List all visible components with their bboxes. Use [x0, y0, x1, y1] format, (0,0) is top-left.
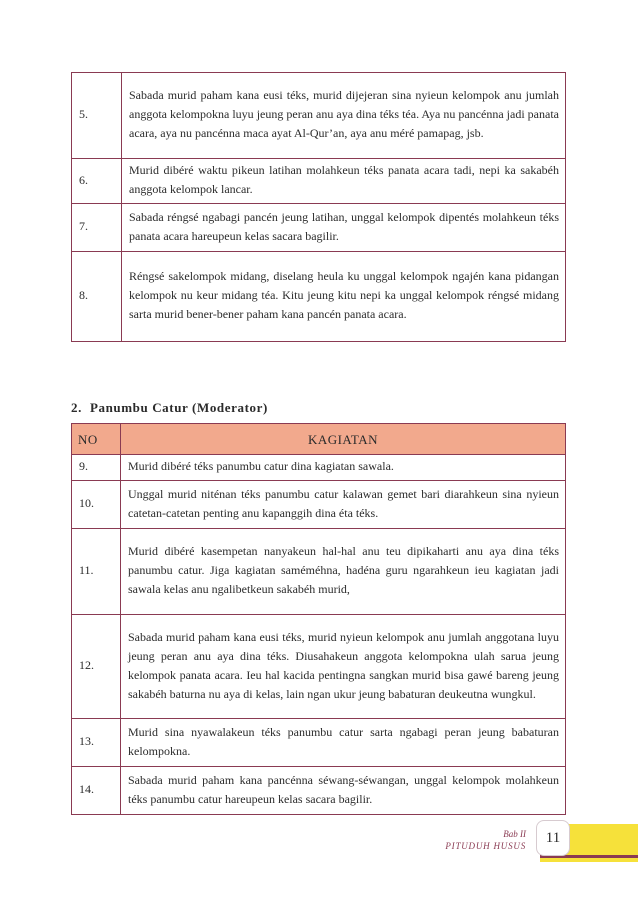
row-activity: Murid dibéré kasempetan nanyakeun hal-hal anu teu dipikaharti anu aya dina téks panumbu catur. Jiga kagiatan saméméhna, hadéna guru ngarahkeun ieu kagiatan jadi sawala kelas anu ngalibetkeun sakabéh murid, — [121, 529, 566, 615]
row-activity: Murid sina nyawalakeun téks panumbu catur sarta ngabagi peran jeung babaturan kelompokna. — [121, 719, 566, 767]
header-no: NO — [72, 424, 121, 455]
row-number: 9. — [72, 455, 121, 481]
row-activity: Sabada réngsé ngabagi pancén jeung latihan, unggal kelompok dipentés molahkeun téks panata acara hareupeun kelas sacara bagilir. — [122, 204, 566, 252]
table-row — [72, 481, 566, 529]
row-number: 7. — [72, 204, 122, 252]
row-number: 14. — [72, 767, 121, 815]
table-row — [72, 159, 566, 204]
chapter-label: Bab II — [503, 829, 526, 839]
row-activity: Sabada murid paham kana eusi téks, murid nyieun kelompok anu jumlah anggotana luyu jeung peran anu aya dina téks. Diusahakeun anggota kelompokna ulah sarua jeung kelompok panata acara. Ieu hal kacida pentingna sangkan murid bisa gawé bareng jeung sakabéh baturna nu aya di kelas, lain ngan ukur jeung babaturan deukeutna wungkul. — [121, 615, 566, 719]
row-number: 11. — [72, 529, 121, 615]
row-number: 8. — [72, 252, 122, 342]
activity-table-continued — [71, 72, 566, 342]
section-heading — [71, 400, 268, 416]
table-row — [72, 615, 566, 719]
table-header-row — [72, 424, 566, 455]
section-number: 2. — [71, 400, 82, 415]
table-row — [72, 767, 566, 815]
section-title: Panumbu Catur (Moderator) — [89, 400, 268, 415]
table-row — [72, 252, 566, 342]
row-activity: Murid dibéré waktu pikeun latihan molahkeun téks panata acara tadi, nepi ka sakabéh anggota kelompok lancar. — [122, 159, 566, 204]
table-row — [72, 204, 566, 252]
row-number: 6. — [72, 159, 122, 204]
table-row — [72, 719, 566, 767]
row-number: 5. — [72, 73, 122, 159]
row-number: 12. — [72, 615, 121, 719]
page-number: 11 — [536, 820, 570, 856]
chapter-subtitle: PITUDUH HUSUS — [445, 841, 526, 851]
header-activity: KAGIATAN — [121, 424, 566, 455]
row-activity: Sabada murid paham kana eusi téks, murid dijejeran sina nyieun kelompok anu jumlah anggota kelompokna luyu jeung peran anu aya dina téks téa. Aya nu pancénna jadi panata acara, aya nu pancénna maca ayat Al-Qur’an, aya anu méré pamapag, jsb. — [122, 73, 566, 159]
row-number: 13. — [72, 719, 121, 767]
table-row — [72, 529, 566, 615]
row-activity: Réngsé sakelompok midang, diselang heula ku unggal kelompok ngajén kana pidangan kelompok nu keur midang téa. Kitu jeung kitu nepi ka unggal kelompok réngsé midang sarta murid bener-bener paham kana pancén panata acara. — [122, 252, 566, 342]
table-row — [72, 73, 566, 159]
moderator-activity-table — [71, 423, 566, 815]
row-activity: Sabada murid paham kana pancénna séwang-séwangan, unggal kelompok molahkeun téks panumbu catur hareupeun kelas sacara bagilir. — [121, 767, 566, 815]
row-number: 10. — [72, 481, 121, 529]
row-activity: Murid dibéré téks panumbu catur dina kagiatan sawala. — [121, 455, 566, 481]
table-row — [72, 455, 566, 481]
running-footer — [445, 828, 526, 852]
row-activity: Unggal murid niténan téks panumbu catur kalawan gemet bari diarahkeun sina nyieun catetan-catetan penting anu kapanggih dina éta téks. — [121, 481, 566, 529]
